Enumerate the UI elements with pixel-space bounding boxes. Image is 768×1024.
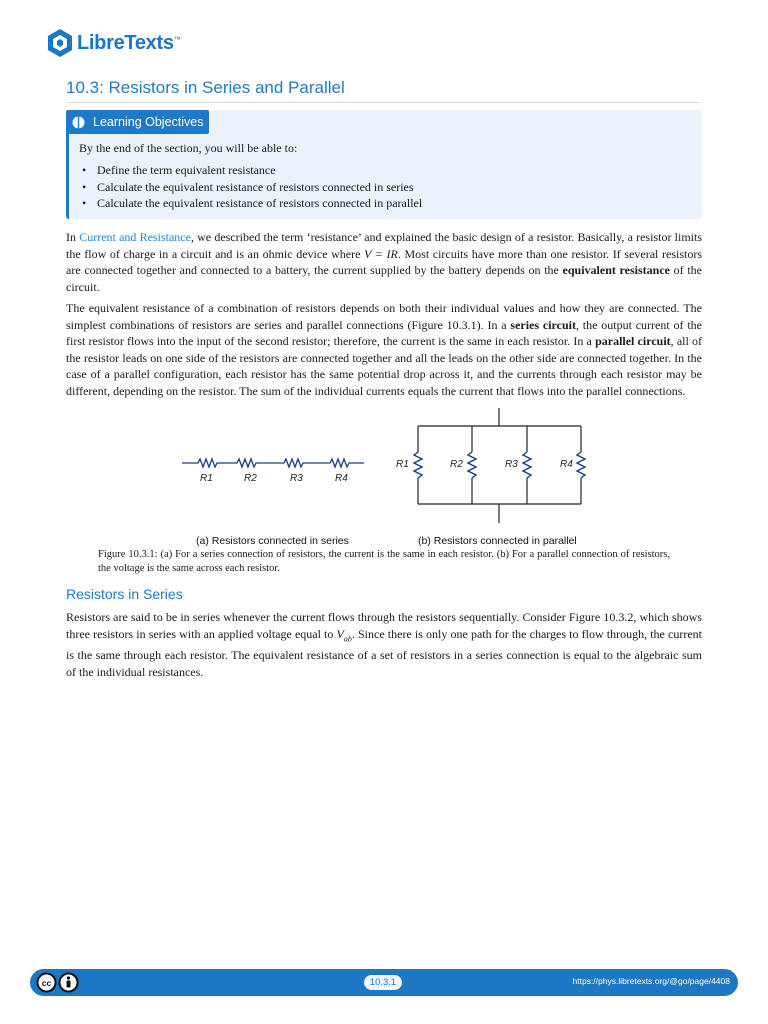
page-number-badge: 10.3.1 [364, 975, 402, 990]
paragraph-series: Resistors are said to be in series whenever the current flows through the resistors sequentially. Consider Figure 10.3.2, which shows three resistors in series with an applied voltage equal to $V_{ab}$. Since there is only one path for the charges to flow through, the current is the same through each resistor. The equivalent resistance of a set of resistors in a series connection is equal to the algebraic sum of the individual resistances. [66, 610, 702, 679]
voltage-variable: $V_{ab}$ [336, 626, 352, 643]
resistor-figure [180, 405, 600, 548]
objective-item: • Define the term equivalent resistance [79, 162, 422, 179]
objective-item: • Calculate the equivalent resistance of resistors connected in parallel [79, 195, 422, 212]
paragraph-combinations: The equivalent resistance of a combination of resistors depends on both their individual values and how they are connected. The simplest combinations of resistors are series and parallel connections (Figure 10.3.1). In a series circuit, the output current of the first resistor flows into the input of the second resistor; therefore, the current is the same in each resistor. In a parallel circuit, all of the resistor leads on one side of the resistors are connected together and all the leads on the other side are connected together. In the case of a parallel configuration, each resistor has the same potential drop across it, and the currents through each resistor may be different, depending on the resistor. The sum of the individual currents equals the current that flows into the parallel connections. [66, 301, 702, 398]
footer-bar [30, 969, 738, 996]
current-and-resistance-link[interactable]: Current and Resistance [79, 230, 191, 244]
libretexts-logo[interactable] [46, 28, 180, 58]
parallel-label-r2: R2 [450, 459, 463, 470]
creative-commons-icon [36, 972, 57, 993]
section-heading: Resistors in Series [66, 586, 183, 602]
parallel-label-r4: R4 [560, 459, 573, 470]
figure-label-series: (a) Resistors connected in series [196, 535, 349, 547]
series-label-r1: R1 [200, 473, 213, 484]
series-label-r3: R3 [290, 473, 303, 484]
cc-license-badge[interactable] [36, 972, 79, 993]
parallel-resistor-1 [414, 452, 422, 478]
attribution-icon [58, 972, 79, 993]
learning-objectives-header [66, 110, 209, 134]
svg-text:cc: cc [41, 978, 52, 988]
figure-ref[interactable]: 10.3.2 [603, 610, 634, 624]
page-url[interactable]: https://phys.libretexts.org/@go/page/4408 [572, 976, 730, 986]
objectives-intro: By the end of the section, you will be able to: [79, 141, 298, 155]
objectives-icon [72, 116, 85, 129]
parallel-resistor-4 [577, 452, 585, 478]
figure-ref[interactable]: 10.3.1 [446, 317, 477, 332]
figure-label-parallel: (b) Resistors connected in parallel [418, 535, 577, 547]
paragraph-intro: In Current and Resistance, we described the term ‘resistance’ and explained the basic design of a resistor. Basically, a resistor limits the flow of charge in a circuit and is an ohmic device where V = IR. Most circuits have more than one resistor. If several resistors are connected together and connected to a battery, the current supplied by the battery depends on the equivalent resistance of the circuit. [66, 230, 702, 294]
parallel-label-r3: R3 [505, 459, 518, 470]
objectives-list [79, 162, 422, 212]
series-label-r4: R4 [335, 473, 348, 484]
learning-objectives-title: Learning Objectives [93, 115, 204, 129]
ohms-law-equation: V = IR [364, 246, 398, 261]
parallel-resistor-3 [523, 452, 531, 478]
parallel-wires [418, 408, 581, 523]
libretexts-logo-icon [46, 28, 74, 58]
objective-item: • Calculate the equivalent resistance of resistors connected in series [79, 179, 422, 196]
figure-caption: Figure 10.3.1: (a) For a series connection of resistors, the current is the same in each resistor. (b) For a parallel connection of resistors, the voltage is the same across each resistor. [98, 549, 670, 574]
logo-text: LibreTexts™ [77, 31, 181, 54]
series-circuit [182, 459, 364, 467]
parallel-resistor-2 [468, 452, 476, 478]
page-title: 10.3: Resistors in Series and Parallel [66, 78, 702, 103]
series-label-r2: R2 [244, 473, 257, 484]
parallel-label-r1: R1 [396, 459, 409, 470]
learning-objectives-box [66, 110, 702, 219]
series-wire-and-resistors [182, 459, 364, 467]
